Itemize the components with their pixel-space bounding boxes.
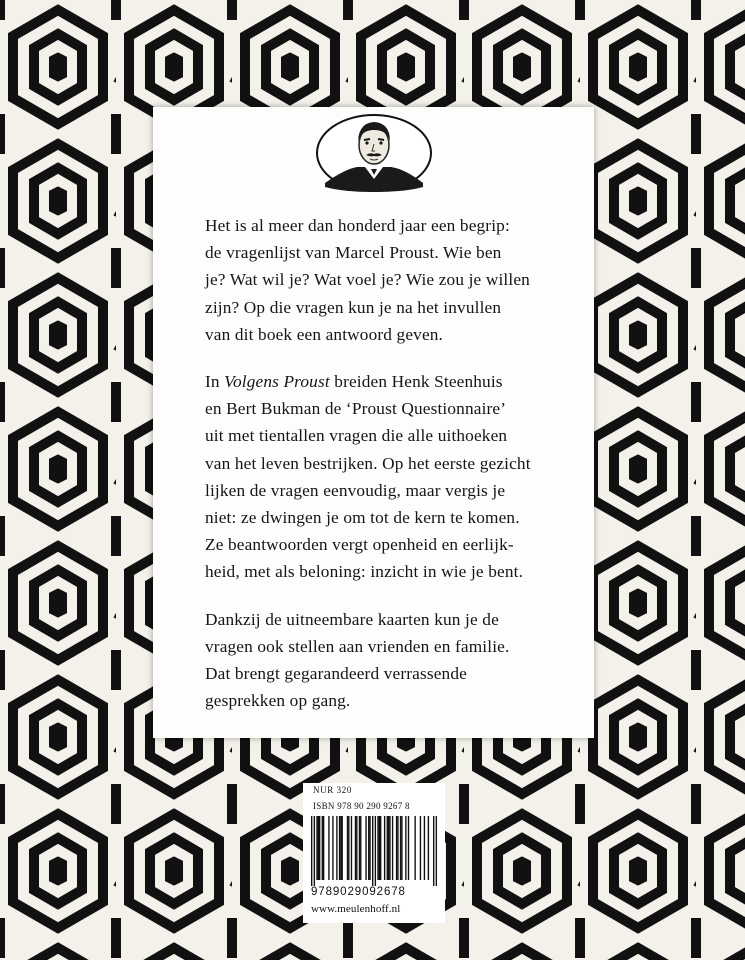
barcode-bar <box>348 816 349 880</box>
barcode-bar <box>368 816 369 880</box>
barcode-bar <box>428 816 429 880</box>
blurb-line: uit met tientallen vragen die alle uithoeken <box>205 426 508 446</box>
blurb-line: Dankzij de uitneembare kaarten kun je de <box>205 609 499 629</box>
blurb-line: lijken de vragen eenvoudig, maar vergis je <box>205 480 506 500</box>
blurb-suffix: breiden Henk Steenhuis <box>329 372 503 392</box>
blurb-line: vragen ook stellen aan vrienden en familie. <box>205 636 510 656</box>
blurb-line: en Bert Bukman de ‘Proust Questionnaire’ <box>205 399 507 419</box>
barcode-bar <box>316 816 317 880</box>
barcode-bar <box>401 816 402 880</box>
barcode-bar <box>408 816 409 880</box>
barcode-bars-icon <box>311 816 437 886</box>
barcode-bar <box>314 816 315 886</box>
blurb-line: zijn? Op die vragen kun je na het invullen <box>205 297 502 317</box>
barcode-bar <box>424 816 425 880</box>
barcode-bar <box>389 816 390 880</box>
barcode-bar <box>347 816 348 880</box>
blurb-text <box>205 212 585 734</box>
blurb-prefix: In <box>205 372 225 392</box>
barcode-bar <box>369 816 370 880</box>
blurb-line: heid, met als beloning: inzicht in wie je bent. <box>205 562 524 582</box>
barcode-bar <box>322 816 323 880</box>
blurb-line: niet: ze dwingen je om tot de kern te komen. <box>205 508 520 528</box>
barcode-bar <box>328 816 329 880</box>
barcode-bar <box>387 816 388 880</box>
barcode-bar <box>319 816 320 880</box>
blurb-line: Dat brengt gegarandeerd verrassende <box>205 664 467 684</box>
blurb-paragraph-1 <box>205 212 585 348</box>
barcode-bar <box>388 816 389 880</box>
blurb-line: gesprekken op gang. <box>205 691 351 711</box>
blurb-line: de vragenlijst van Marcel Proust. Wie ben <box>205 243 502 263</box>
blurb-line: Het is al meer dan honderd jaar een begrip: <box>205 216 510 235</box>
blurb-line: Ze beantwoorden vergt openheid en eerlijk- <box>205 535 514 555</box>
barcode-bar <box>359 816 360 880</box>
barcode-bar <box>436 816 437 886</box>
blurb-paragraph-3 <box>205 606 585 715</box>
blurb-line: je? Wat wil je? Wat voel je? Wie zou je willen <box>205 270 530 290</box>
blurb-line: van dit boek een antwoord geven. <box>205 324 444 344</box>
barcode-bar <box>336 816 337 880</box>
barcode-box <box>303 783 445 923</box>
barcode-bar <box>396 816 397 880</box>
proust-portrait-icon <box>315 113 433 193</box>
barcode-bar <box>372 816 373 886</box>
barcode-bar <box>400 816 401 880</box>
barcode-bar <box>414 816 415 880</box>
blurb-paragraph-2 <box>205 368 585 586</box>
book-title: Volgens Proust <box>224 372 330 392</box>
nur-code: NUR 320 <box>313 785 352 795</box>
barcode-bar <box>379 816 380 880</box>
barcode-bar <box>342 816 343 880</box>
barcode-bar <box>323 816 324 880</box>
barcode-bar <box>340 816 341 880</box>
barcode-digits: 9789029092678 <box>311 886 406 898</box>
barcode-bar <box>377 816 378 880</box>
barcode-bar <box>380 816 381 880</box>
barcode-bar <box>339 816 340 880</box>
barcode-bar <box>433 816 434 886</box>
publisher-website: www.meulenhoff.nl <box>311 903 401 915</box>
barcode-bar <box>392 816 393 880</box>
blurb-line: van het leven bestrijken. Op het eerste gezicht <box>205 453 531 473</box>
barcode-bar <box>318 816 319 880</box>
barcode-bar <box>405 816 406 880</box>
barcode-bar <box>420 816 421 880</box>
barcode-bar <box>351 816 352 880</box>
barcode-bar <box>360 816 361 880</box>
portrait-medallion <box>315 113 433 193</box>
blurb-line <box>205 368 585 395</box>
barcode-bar <box>365 816 366 880</box>
barcode-bar <box>356 816 357 880</box>
barcode-bar <box>311 816 312 886</box>
isbn-text: ISBN 978 90 290 9267 8 <box>313 801 410 811</box>
barcode-bar <box>375 816 376 886</box>
barcode-bar <box>332 816 333 880</box>
barcode-bar <box>355 816 356 880</box>
barcode-bar <box>384 816 385 880</box>
barcode-bar <box>397 816 398 880</box>
